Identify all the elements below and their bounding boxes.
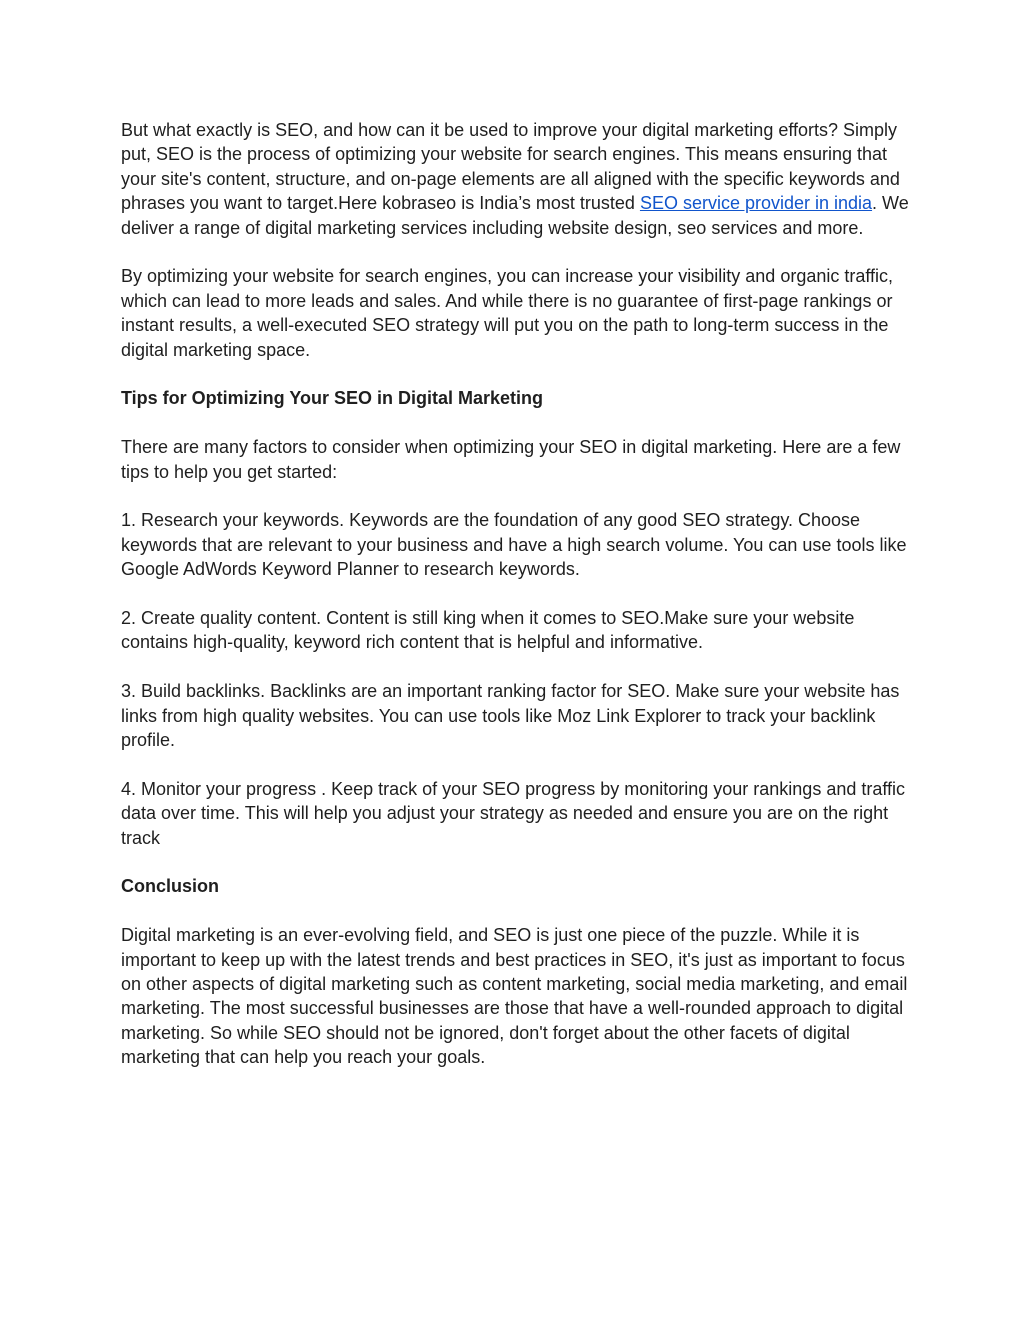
visibility-paragraph: By optimizing your website for search engines, you can increase your visibility and organic traffic, which can lead to more leads and sales. And while there is no guarantee of first-page rankings or instant results, a well-executed SEO strategy will put you on the path to long-term success in the digital marketing space. bbox=[121, 266, 894, 360]
document-page bbox=[121, 118, 911, 1094]
intro-text-after-link: . We deliver a range of digital marketing services including website design, seo services and more. bbox=[121, 193, 909, 238]
tips-heading: Tips for Optimizing Your SEO in Digital Marketing bbox=[121, 388, 544, 409]
tip-item: 2. Create quality content. Content is still king when it comes to SEO.Make sure your website contains high-quality, keyword rich content that is helpful and informative. bbox=[121, 608, 855, 653]
conclusion-paragraph: Digital marketing is an ever-evolving field, and SEO is just one piece of the puzzle. While it is important to keep up with the latest trends and best practices in SEO, it's just as important to focus on other aspects of digital marketing such as content marketing, social media marketing, and email marketing. The most successful businesses are those that have a well-rounded approach to digital marketing. So while SEO should not be ignored, don't forget about the other facets of digital marketing that can help you reach your goals. bbox=[121, 925, 908, 1068]
intro-paragraph bbox=[121, 118, 911, 240]
tip-item: 4. Monitor your progress . Keep track of your SEO progress by monitoring your rankings and traffic data over time. This will help you adjust your strategy as needed and ensure you are on the right track bbox=[121, 778, 906, 848]
conclusion-heading: Conclusion bbox=[121, 876, 219, 897]
tip-item: 3. Build backlinks. Backlinks are an important ranking factor for SEO. Make sure your website has links from high quality websites. You can use tools like Moz Link Explorer to track your backlink profile. bbox=[121, 681, 900, 751]
tips-intro-paragraph: There are many factors to consider when optimizing your SEO in digital marketing. Here are a few tips to help you get started: bbox=[121, 437, 901, 482]
seo-service-provider-link[interactable]: SEO service provider in india bbox=[639, 193, 873, 214]
tip-item: 1. Research your keywords. Keywords are the foundation of any good SEO strategy. Choose keywords that are relevant to your business and have a high search volume. You can use tools like Google AdWords Keyword Planner to research keywords. bbox=[121, 510, 907, 580]
intro-text-before-link: But what exactly is SEO, and how can it be used to improve your digital marketing efforts? Simply put, SEO is the process of optimizing your website for search engines. This means ensuring that your site's content, structure, and on-page elements are all aligned with the specific keywords and phrases you want to target.Here kobraseo is India’s most trusted bbox=[121, 120, 900, 214]
